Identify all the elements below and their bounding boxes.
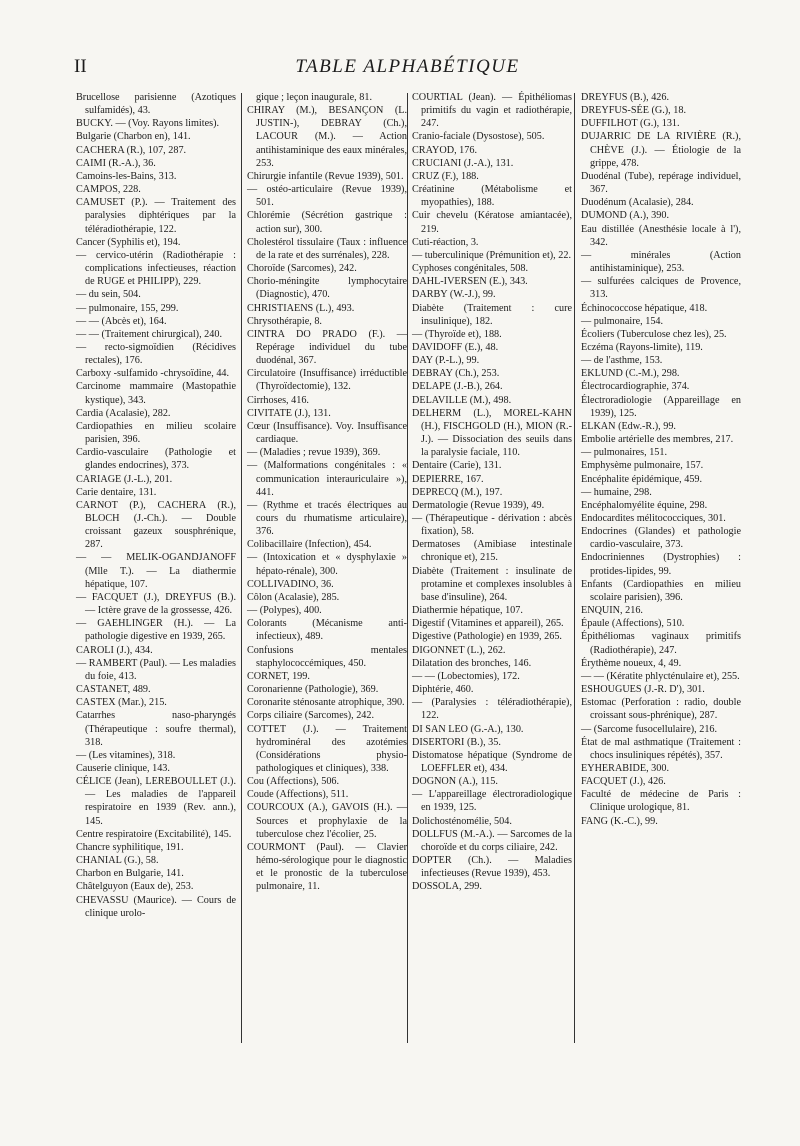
index-entry: — (Les vitamines), 318. <box>76 749 176 761</box>
index-entry: Écoliers (Tuberculose chez les), 25. <box>581 328 727 340</box>
index-entry: — — (Kératite phlycténulaire et), 255. <box>581 670 740 682</box>
index-entry: COURCOUX (A.), GAVOIS (H.). — Sources et prophylaxie de la tuberculose chez l'écolier, 25. <box>247 802 407 840</box>
index-entry: DUFFILHOT (G.), 131. <box>581 118 680 130</box>
index-entry: DUJARRIC DE LA RIVIÈRE (R.), CHÈVE (J.). — Étiologie de la grippe, 478. <box>581 131 741 169</box>
index-entry: Dermatoses (Amibiase intestinale chronique et), 215. <box>412 539 572 564</box>
index-entry: CHEVASSU (Maurice). — Cours de clinique urolo- <box>76 894 236 919</box>
index-entry: DOSSOLA, 299. <box>412 881 482 893</box>
index-entry: Diathermie hépatique, 107. <box>412 605 523 617</box>
index-entry: DEPIERRE, 167. <box>412 473 484 485</box>
index-entry: Camoins-les-Bains, 313. <box>76 170 177 182</box>
index-entry: DISERTORI (B.), 35. <box>412 736 501 748</box>
page-header <box>70 56 745 86</box>
index-entry: — (Sarcome fusocellulaire), 216. <box>581 723 718 735</box>
index-entry: Diphtérie, 460. <box>412 684 474 696</box>
index-entry: DELAVILLE (M.), 498. <box>412 394 512 406</box>
index-entry: — tuberculinique (Prémunition et), 22. <box>412 249 572 261</box>
index-entry: Endocardites mélitococciques, 301. <box>581 513 726 524</box>
index-column-3 <box>412 91 572 894</box>
index-entry: Créatinine (Métabolisme et myopathies), 188. <box>412 184 572 209</box>
index-entry: Dermatologie (Revue 1939), 49. <box>412 499 545 511</box>
index-entry: Carboxy -sulfamido -chrysoïdine, 44. <box>76 368 230 380</box>
index-entry: — pulmonaire, 154. <box>581 315 664 327</box>
index-entry: CRUCIANI (J.-A.), 131. <box>412 157 514 169</box>
index-entry: — humaine, 298. <box>581 486 652 498</box>
index-entry: Chancre syphilitique, 191. <box>76 841 184 853</box>
index-entry: — pulmonaires, 151. <box>581 447 668 459</box>
index-entry: CAIMI (R.-A.), 36. <box>76 157 156 169</box>
index-entry: EYHERABIDE, 300. <box>581 762 670 774</box>
index-entry: — sulfurées calciques de Provence, 313. <box>581 276 741 301</box>
index-entry: Encéphalomyélite équine, 298. <box>581 499 708 511</box>
index-entry: — (Thyroïde et), 188. <box>412 328 502 340</box>
index-entry: — pulmonaire, 155, 299. <box>76 302 179 314</box>
index-entry: — — (Lobectomies), 172. <box>412 670 520 682</box>
index-entry: — L'appareillage électroradiologique en 1939, 125. <box>412 789 572 814</box>
index-entry: — (Intoxication et « dysphylaxie » hépato-rénale), 300. <box>247 552 407 577</box>
index-column-1 <box>76 91 236 920</box>
index-entry: Colorants (Mécanisme anti-infectieux), 489. <box>247 618 407 643</box>
index-entry: Cardiopathies en milieu scolaire parisien, 396. <box>76 420 236 446</box>
index-entry: Dolichosténomélie, 504. <box>412 815 512 827</box>
index-entry: — (Malformations congénitales : « communication interauriculaire »), 441. <box>247 460 407 498</box>
index-entry: Coronarienne (Pathologie), 369. <box>247 684 379 696</box>
index-entry: DAHL-IVERSEN (E.), 343. <box>412 276 528 288</box>
column-divider <box>574 93 575 1043</box>
index-entry: FACQUET (J.), 426. <box>581 776 666 788</box>
index-entry: DREYFUS-SÉE (G.), 18. <box>581 105 686 117</box>
index-entry: DEPRECQ (M.), 197. <box>412 486 503 498</box>
index-entry: Digestif (Vitamines et appareil), 265. <box>412 618 564 630</box>
index-entry: ESHOUGUES (J.-R. D'), 301. <box>581 684 705 696</box>
index-entry: — (Polypes), 400. <box>247 605 322 617</box>
index-entry: Encéphalite épidémique, 459. <box>581 473 703 485</box>
index-entry: Diabète (Traitement : insulinate de protamine et complexes insolubles à base d'insuline), 264. <box>412 565 572 603</box>
index-columns <box>76 91 748 1051</box>
index-entry: DAVIDOFF (E.), 48. <box>412 341 499 353</box>
index-column-4 <box>581 91 741 828</box>
index-entry: COLLIVADINO, 36. <box>247 578 334 590</box>
index-entry: COTTET (J.). — Traitement hydrominéral des azotémies (Considérations physio-pathologiques et cliniques), 338. <box>247 723 407 774</box>
index-entry: Causerie clinique, 143. <box>76 762 170 774</box>
index-entry: DAY (P.-L.), 99. <box>412 355 480 367</box>
index-entry: DELHERM (L.), MOREL-KAHN (H.), FISCHGOLD (H.), MION (R.-J.). — Dissociation des seuils dans la paralysie faciale, 110. <box>412 407 572 459</box>
index-entry: Cholestérol tissulaire (Taux : influence de la rate et des surrénales), 228. <box>247 236 407 261</box>
index-entry: — — (Abcès et), 164. <box>76 315 167 327</box>
index-entry: — — (Traitement chirurgical), 240. <box>76 328 222 340</box>
index-entry: CACHERA (R.), 107, 287. <box>76 144 187 156</box>
index-entry: COURTIAL (Jean). — Épithéliomas primitifs du vagin et radiothérapie, 247. <box>412 92 572 130</box>
index-entry: CRAYOD, 176. <box>412 144 478 156</box>
index-entry: Coude (Affections), 511. <box>247 789 349 801</box>
index-entry: CARIAGE (J.-L.), 201. <box>76 473 173 485</box>
index-entry: — cervico-utérin (Radiothérapie : complications infectieuses, réaction de RUGE et PHILIPP), 229. <box>76 249 236 288</box>
index-entry: ELKAN (Edw.-R.), 99. <box>581 420 676 432</box>
index-entry: Électrocardiographie, 374. <box>581 381 690 393</box>
index-entry: Brucellose parisienne (Azotiques sulfamidés), 43. <box>76 92 236 117</box>
index-entry: Cancer (Syphilis et), 194. <box>76 236 181 248</box>
index-entry: Coronarite sténosante atrophique, 390. <box>247 697 405 709</box>
index-entry: Cou (Affections), 506. <box>247 776 340 788</box>
index-entry: Cuir chevelu (Kératose amiantacée), 219. <box>412 210 572 235</box>
index-entry: Bulgarie (Charbon en), 141. <box>76 131 191 143</box>
index-entry: Faculté de médecine de Paris : Clinique urologique, 81. <box>581 789 741 814</box>
index-entry: Dentaire (Carie), 131. <box>412 460 502 472</box>
index-entry: — du sein, 504. <box>76 289 141 301</box>
index-entry: CIVITATE (J.), 131. <box>247 407 331 419</box>
index-entry: Emphysème pulmonaire, 157. <box>581 460 704 472</box>
index-entry: CARNOT (P.), CACHERA (R.), BLOCH (J.-Ch.). — Double croissant gazeux sousphrénique, 287. <box>76 499 236 551</box>
index-entry: — ostéo-articulaire (Revue 1939), 501. <box>247 184 407 209</box>
index-entry: EKLUND (C.-M.), 298. <box>581 368 680 380</box>
index-entry: CORNET, 199. <box>247 670 310 682</box>
index-entry: COURMONT (Paul). — Clavier hémo-sérologique pour le diagnostic et le pronostic de la tuberculose pulmonaire, 11. <box>247 841 407 893</box>
index-entry: Eau distillée (Anesthésie locale à l'), 342. <box>581 223 741 248</box>
index-entry: — recto-sigmoïdien (Récidives rectales), 176. <box>76 341 236 367</box>
index-entry: CÉLICE (Jean), LEREBOULLET (J.). — Les maladies de l'appareil respiratoire en 1939 (Rev. ann.), 145. <box>76 776 236 827</box>
index-entry: Centre respiratoire (Excitabilité), 145. <box>76 828 232 840</box>
index-entry: Érythème noueux, 4, 49. <box>581 657 682 669</box>
index-entry: Cranio-faciale (Dysostose), 505. <box>412 131 545 143</box>
index-entry: CASTEX (Mar.), 215. <box>76 697 167 709</box>
index-entry: Cardia (Acalasie), 282. <box>76 407 171 419</box>
index-entry: DOGNON (A.), 115. <box>412 776 498 788</box>
index-entry: — de l'asthme, 153. <box>581 355 663 367</box>
index-entry: Dilatation des bronches, 146. <box>412 657 532 669</box>
index-entry: CRUZ (F.), 188. <box>412 170 479 182</box>
index-entry: Cuti-réaction, 3. <box>412 236 479 248</box>
index-column-2 <box>247 91 407 894</box>
index-entry: DELAPE (J.-B.), 264. <box>412 381 503 393</box>
index-entry: Carcinome mammaire (Mastopathie kystique), 343. <box>76 381 236 406</box>
index-entry: CASTANET, 489. <box>76 684 151 696</box>
index-entry: DUMOND (A.), 390. <box>581 210 670 222</box>
index-entry: Colibacillaire (Infection), 454. <box>247 539 372 551</box>
index-entry: DARBY (W.-J.), 99. <box>412 289 496 301</box>
index-entry: Digestive (Pathologie) en 1939, 265. <box>412 631 562 643</box>
index-entry: — minérales (Action antihistaminique), 253. <box>581 249 741 275</box>
index-entry: Carie dentaire, 131. <box>76 486 157 498</box>
index-entry: Corps ciliaire (Sarcomes), 242. <box>247 710 375 722</box>
index-entry: CHRISTIAENS (L.), 493. <box>247 302 355 314</box>
index-entry: État de mal asthmatique (Traitement : chocs insuliniques répétés), 357. <box>581 736 741 761</box>
index-entry: DEBRAY (Ch.), 253. <box>412 368 500 380</box>
index-entry: Cirrhoses, 416. <box>247 394 309 406</box>
index-entry: — (Thérapeutique - dérivation : abcès fixation), 58. <box>412 513 572 538</box>
index-entry: Confusions mentales staphylococcémiques, 450. <box>247 644 407 669</box>
index-entry: Eczéma (Rayons-limite), 119. <box>581 341 703 353</box>
index-entry: CAMPOS, 228. <box>76 184 141 196</box>
index-entry: CAROLI (J.), 434. <box>76 644 153 656</box>
index-entry: Côlon (Acalasie), 285. <box>247 591 340 603</box>
index-entry: Catarrhes naso-pharyngés (Thérapeutique : soufre thermal), 318. <box>76 710 236 748</box>
index-entry: Endocriniennes (Dystrophies) : protides-lipides, 99. <box>581 552 741 577</box>
index-entry: Estomac (Perforation : radio, double croissant sous-phrénique), 287. <box>581 697 741 722</box>
index-entry: Chlorémie (Sécrétion gastrique : action sur), 300. <box>247 210 407 235</box>
running-title: TABLE ALPHABÉTIQUE <box>295 56 520 77</box>
index-entry: Cœur (Insuffisance). Voy. Insuffisance cardiaque. <box>247 420 407 446</box>
index-entry: BUCKY. — (Voy. Rayons limites). <box>76 118 220 130</box>
index-entry: — — MELIK-OGANDJANOFF (Mlle T.). — La diathermie hépatique, 107. <box>76 552 236 590</box>
index-entry: Chorio-méningite lymphocytaire (Diagnostic), 470. <box>247 276 407 301</box>
index-entry: Châtelguyon (Eaux de), 253. <box>76 881 194 893</box>
index-entry: Diabète (Traitement : cure insulinique), 182. <box>412 302 572 327</box>
index-entry: — FACQUET (J.), DREYFUS (B.). — Ictère grave de la grossesse, 426. <box>76 591 236 617</box>
column-divider <box>407 93 408 1043</box>
index-entry: Électroradiologie (Appareillage en 1939), 125. <box>581 394 741 419</box>
index-entry: Chirurgie infantile (Revue 1939), 501. <box>247 170 404 182</box>
index-entry: DOPTER (Ch.). — Maladies infectieuses (Revue 1939), 453. <box>412 855 572 880</box>
index-entry: Cardio-vasculaire (Pathologie et glandes endocrines), 373. <box>76 447 236 472</box>
index-entry: Charbon en Bulgarie, 141. <box>76 868 184 880</box>
index-entry: Duodénum (Acalasie), 284. <box>581 197 694 209</box>
page-number: II <box>74 56 87 77</box>
index-entry: CHANIAL (G.), 58. <box>76 855 159 867</box>
index-entry: Chrysothérapie, 8. <box>247 315 322 327</box>
index-entry: — GAEHLINGER (H.). — La pathologie digestive en 1939, 265. <box>76 618 236 643</box>
index-entry: Choroïde (Sarcomes), 242. <box>247 263 357 275</box>
index-entry: CINTRA DO PRADO (F.). — Repérage individuel du tube duodénal, 367. <box>247 328 407 367</box>
index-entry: DI SAN LEO (G.-A.), 130. <box>412 723 524 735</box>
index-entry: Distomatose hépatique (Syndrome de LOEFFLER et), 434. <box>412 749 572 774</box>
index-entry: — (Maladies ; revue 1939), 369. <box>247 447 381 459</box>
index-entry: — RAMBERT (Paul). — Les maladies du foie, 413. <box>76 657 236 682</box>
index-entry: Endocrines (Glandes) et pathologie cardio-vasculaire, 373. <box>581 526 741 551</box>
index-entry: DIGONNET (L.), 262. <box>412 644 506 656</box>
index-entry: Duodénal (Tube), repérage individuel, 367. <box>581 170 741 196</box>
index-entry: Embolie artérielle des membres, 217. <box>581 434 734 446</box>
index-entry: ENQUIN, 216. <box>581 605 643 617</box>
index-entry: CHIRAY (M.), BESANÇON (L. JUSTIN-), DEBRAY (Ch.), LACOUR (M.). — Action antihistaminique des eaux minérales, 253. <box>247 105 407 169</box>
index-entry: gique ; leçon inaugurale, 81. <box>256 92 372 103</box>
index-entry: Circulatoire (Insuffisance) irréductible (Thyroïdectomie), 132. <box>247 368 407 393</box>
index-entry: — (Rythme et tracés électriques au cours du rhumatisme articulaire), 376. <box>247 499 407 538</box>
column-divider <box>241 93 242 1043</box>
index-entry: Épithéliomas vaginaux primitifs (Radiothérapie), 247. <box>581 631 741 656</box>
index-entry: DOLLFUS (M.-A.). — Sarcomes de la choroïde et du corps ciliaire, 242. <box>412 828 572 853</box>
index-entry: Épaule (Affections), 510. <box>581 618 685 630</box>
index-entry: Enfants (Cardiopathies en milieu scolaire parisien), 396. <box>581 578 741 603</box>
index-entry: — (Paralysies : téléradiothérapie), 122. <box>412 697 572 722</box>
index-entry: CAMUSET (P.). — Traitement des paralysies diphtériques par la téléradiothérapie, 122. <box>76 197 236 235</box>
index-entry: Échinococcose hépatique, 418. <box>581 302 708 314</box>
index-entry: FANG (K.-C.), 99. <box>581 815 658 827</box>
index-entry: DREYFUS (B.), 426. <box>581 92 670 103</box>
index-entry: Cyphoses congénitales, 508. <box>412 263 529 275</box>
